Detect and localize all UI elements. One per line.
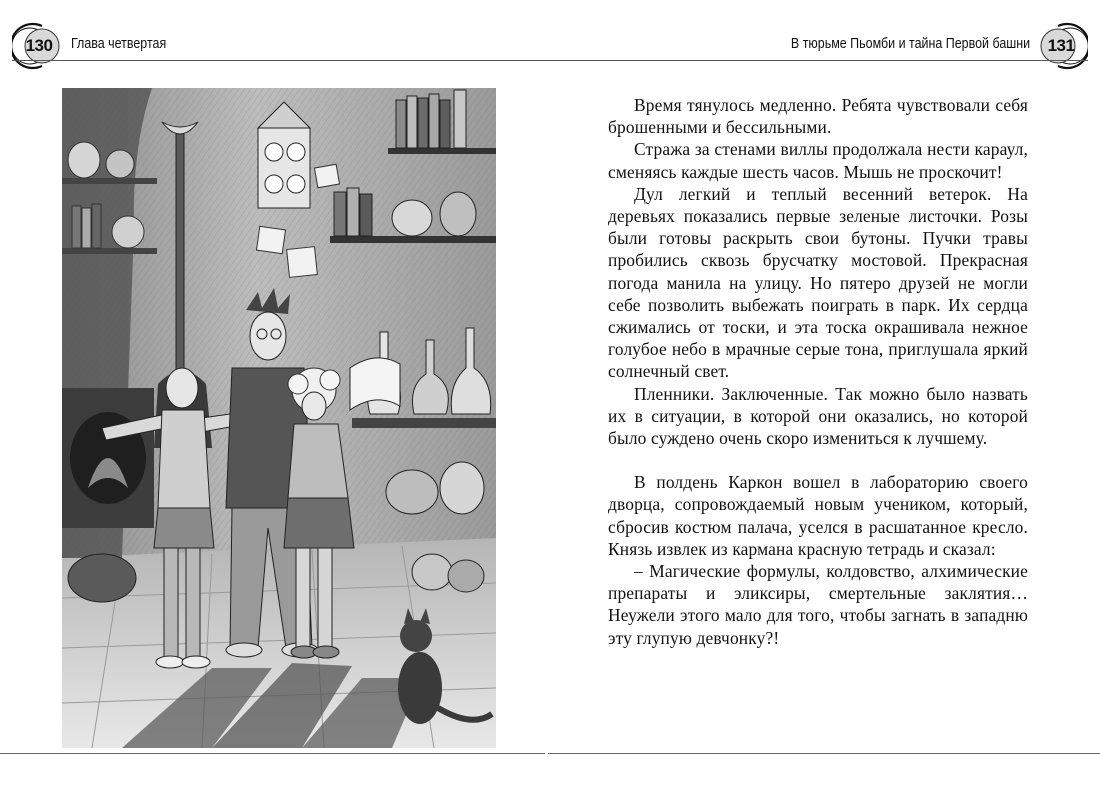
- paragraph: – Магические формулы, колдовство, алхимические препараты и эликсиры, смертельные заклятия… Неужели этого мало для того, чтобы загнать в западню эту глупую девчонку?!: [608, 561, 1028, 648]
- running-head-right: В тюрьме Пьомби и тайна Первой башни: [790, 36, 1030, 52]
- page-number-left: 130: [25, 36, 53, 55]
- footer-rule-right: [548, 753, 1100, 754]
- paragraph: Стража за стенами виллы продолжала нести караул, сменяясь каждые шесть часов. Мышь не проскочит!: [608, 139, 1028, 182]
- body-text: [608, 94, 1028, 649]
- paragraph: Дул легкий и теплый весенний ветерок. На деревьях показались первые зеленые листочки. Розы были готовы раскрыть свои бутоны. Пучки травы пробились сквозь брусчатку мостовой. Прекрасная погода манила на улицу. Но пятеро друзей не могли себе позволить выбежать поиграть в парк. Их сердца сжимались от тоски, и эта тоска окрашивала нежное голубое небо в мрачные серые тона, приглушала яркий солнечный свет.: [608, 183, 1028, 382]
- paragraph: В полдень Каркон вошел в лабораторию своего дворца, сопровождаемый новым учеником, который, сбросив костюм палача, уселся в расшатанное кресло. Князь извлек из кармана красную тетрадь и сказал:: [608, 472, 1028, 559]
- header-rule-left: [12, 60, 552, 61]
- page-number-badge-right: [1034, 20, 1088, 72]
- page-number-badge-left: [12, 20, 66, 72]
- page-number-right: 131: [1047, 36, 1075, 55]
- paragraph: Время тянулось медленно. Ребята чувствовали себя брошенными и бессильными.: [608, 95, 1028, 138]
- laboratory-illustration: [62, 88, 496, 748]
- paragraph: Пленники. Заключенные. Так можно было назвать их в ситуации, в которой они оказались, но которой было суждено очень скоро измениться к лучшему.: [608, 383, 1028, 449]
- running-head-left: Глава четвертая: [71, 36, 167, 52]
- header-rule-right: [548, 60, 1088, 61]
- footer-rule-left: [0, 753, 545, 754]
